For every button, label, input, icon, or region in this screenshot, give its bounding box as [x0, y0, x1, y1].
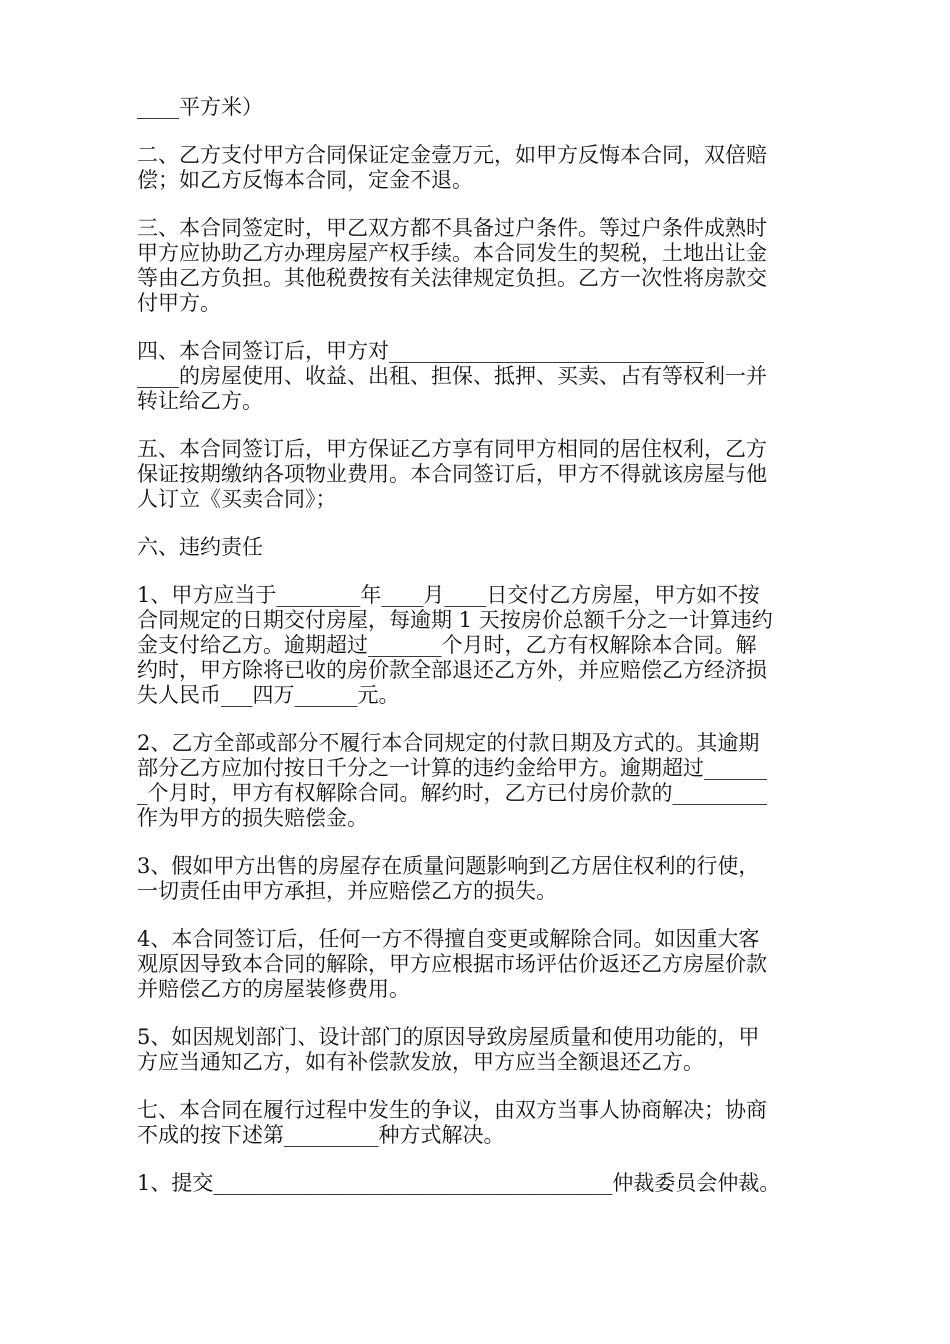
paragraph-line: 作为甲方的损失赔偿金。	[137, 806, 368, 830]
paragraph-line: 不成的按下述第_________种方式解决。	[137, 1123, 505, 1147]
paragraph-line: 五、本合同签订后，甲方保证乙方享有同甲方相同的居住权利，乙方	[137, 437, 767, 461]
paragraph-line: 四、本合同签订后，甲方对______________________________	[137, 339, 704, 363]
paragraph-line: 4、本合同签订后，任何一方不得擅自变更或解除合同。如因重大客	[137, 927, 760, 951]
paragraph-line: 并赔偿乙方的房屋装修费用。	[137, 977, 410, 1001]
paragraph-line: 2、乙方全部或部分不履行本合同规定的付款日期及方式的。其逾期	[137, 731, 760, 755]
paragraph-line: 1、甲方应当于________年____月____日交付乙方房屋，甲方如不按	[137, 583, 760, 607]
contract-paragraph	[137, 927, 817, 1002]
contract-body	[137, 95, 817, 1219]
paragraph-line: 三、本合同签定时，甲乙双方都不具备过户条件。等过户条件成熟时	[137, 216, 767, 240]
contract-paragraph	[137, 583, 817, 708]
paragraph-line: ____平方米）	[137, 95, 263, 119]
paragraph-line: 等由乙方负担。其他税费按有关法律规定负担。乙方一次性将房款交	[137, 266, 767, 290]
contract-paragraph	[137, 731, 817, 831]
paragraph-line: 六、违约责任	[137, 535, 263, 559]
paragraph-line: 方应当通知乙方，如有补偿款发放，甲方应当全额退还乙方。	[137, 1050, 704, 1074]
paragraph-line: 金支付给乙方。逾期超过_______个月时，乙方有权解除本合同。解	[137, 633, 757, 657]
paragraph-line: 二、乙方支付甲方合同保证定金壹万元，如甲方反悔本合同，双倍赔	[137, 143, 767, 167]
paragraph-line: 付甲方。	[137, 291, 221, 315]
paragraph-line: 失人民币___四万______元。	[137, 683, 400, 707]
paragraph-line: 观原因导致本合同的解除，甲方应根据市场评估价返还乙方房屋价款	[137, 952, 767, 976]
paragraph-line: 保证按期缴纳各项物业费用。本合同签订后，甲方不得就该房屋与他	[137, 462, 767, 486]
paragraph-line: 甲方应协助乙方办理房屋产权手续。本合同发生的契税，土地出让金	[137, 241, 767, 265]
paragraph-line: 偿；如乙方反悔本合同，定金不退。	[137, 168, 473, 192]
contract-paragraph	[137, 339, 817, 414]
contract-paragraph	[137, 535, 817, 560]
contract-paragraph	[137, 437, 817, 512]
paragraph-line: 1、提交______________________________________仲裁委员会仲裁。	[137, 1171, 781, 1195]
contract-paragraph	[137, 1098, 817, 1148]
paragraph-line: 七、本合同在履行过程中发生的争议，由双方当事人协商解决；协商	[137, 1098, 767, 1122]
contract-paragraph	[137, 1171, 817, 1196]
paragraph-line: 一切责任由甲方承担，并应赔偿乙方的损失。	[137, 879, 557, 903]
contract-paragraph	[137, 143, 817, 193]
paragraph-line: 人订立《买卖合同》；	[137, 487, 337, 511]
paragraph-line: 5、如因规划部门、设计部门的原因导致房屋质量和使用功能的，甲	[137, 1025, 760, 1049]
paragraph-line: _个月时，甲方有权解除合同。解约时，乙方已付房价款的_________	[137, 781, 767, 805]
paragraph-line: 部分乙方应加付按日千分之一计算的违约金给甲方。逾期超过______	[137, 756, 767, 780]
paragraph-line: 3、假如甲方出售的房屋存在质量问题影响到乙方居住权利的行使，	[137, 854, 760, 878]
paragraph-line: 合同规定的日期交付房屋，每逾期 1 天按房价总额千分之一计算违约	[137, 608, 773, 632]
contract-paragraph	[137, 1025, 817, 1075]
contract-paragraph	[137, 216, 817, 316]
paragraph-line: ____的房屋使用、收益、出租、担保、抵押、买卖、占有等权利一并	[137, 364, 767, 388]
contract-paragraph	[137, 95, 817, 120]
paragraph-line: 转让给乙方。	[137, 389, 263, 413]
contract-paragraph	[137, 854, 817, 904]
paragraph-line: 约时，甲方除将已收的房价款全部退还乙方外，并应赔偿乙方经济损	[137, 658, 767, 682]
